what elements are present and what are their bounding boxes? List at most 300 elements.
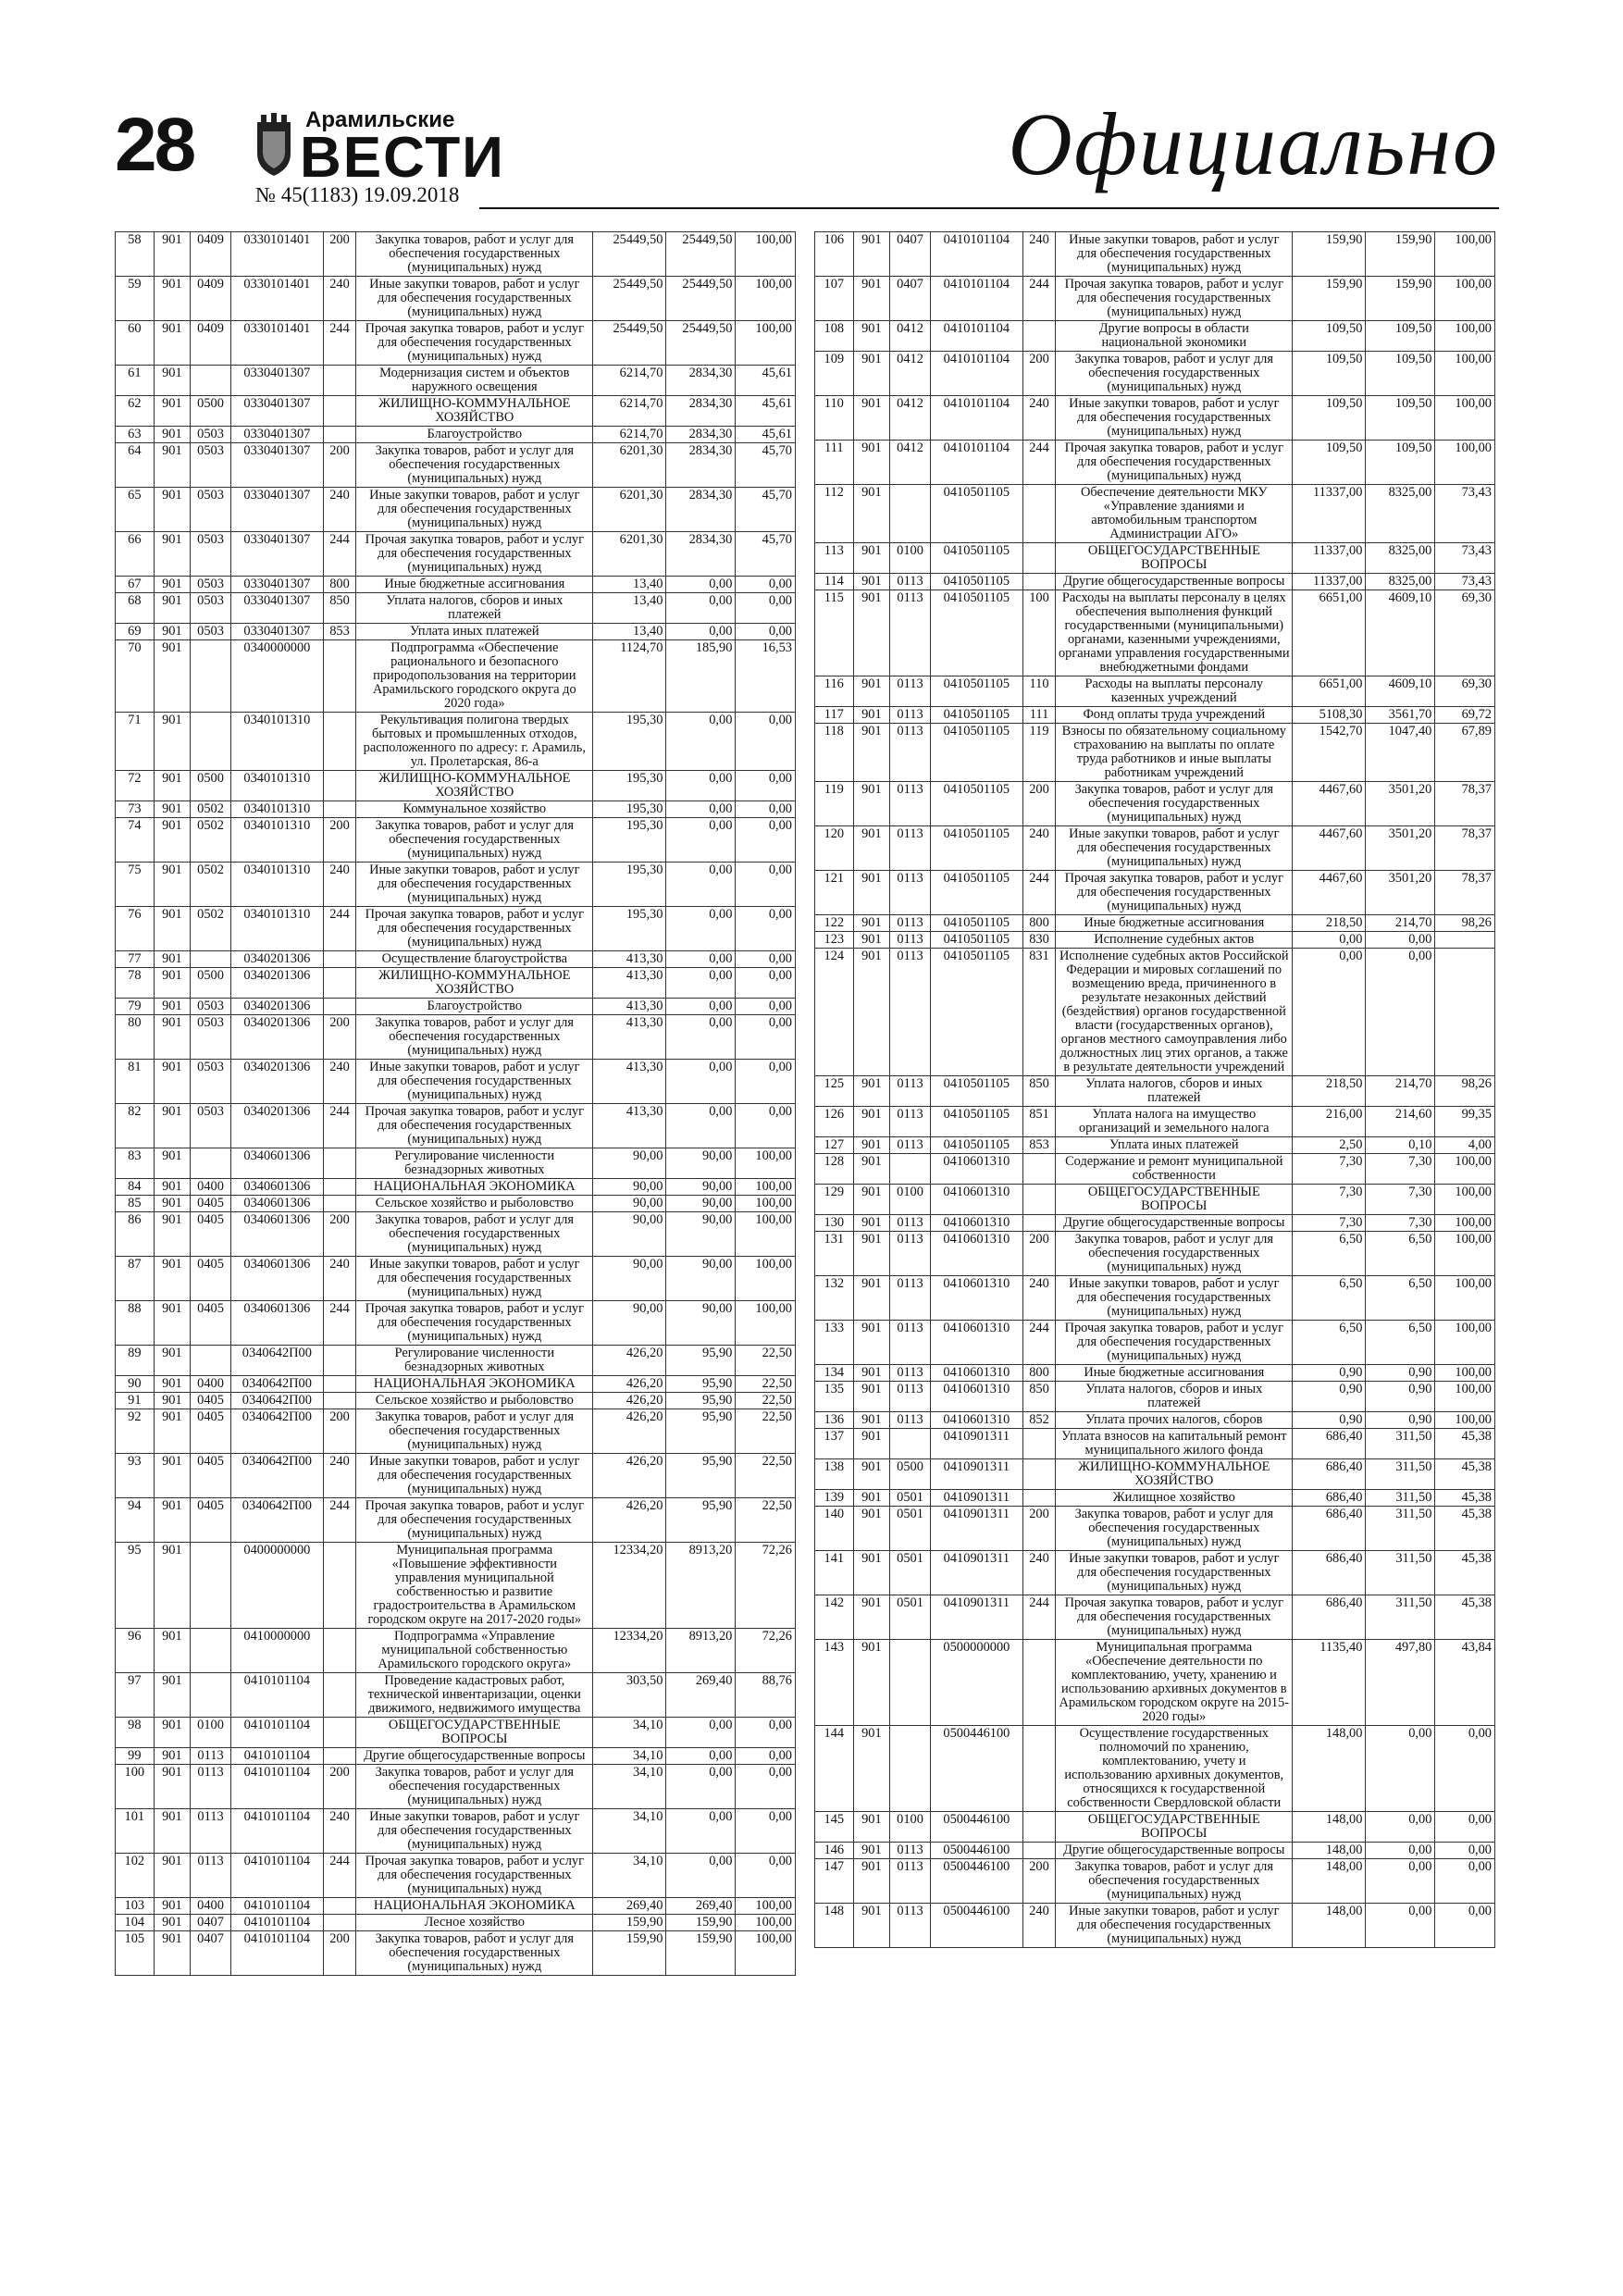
table-row — [116, 907, 796, 951]
row-number: 58 — [116, 232, 155, 277]
executed-amount: 25449,50 — [666, 321, 736, 366]
expense-type: 240 — [323, 1454, 355, 1498]
planned-amount: 7,30 — [1293, 1185, 1366, 1215]
executed-amount: 0,90 — [1366, 1365, 1435, 1382]
target-code: 0410101104 — [930, 396, 1022, 441]
expense-type: 200 — [323, 1015, 355, 1060]
section-code — [890, 1726, 931, 1812]
planned-amount: 4467,60 — [1293, 782, 1366, 826]
execution-percent: 0,00 — [736, 999, 796, 1015]
target-code: 0330401307 — [230, 396, 323, 427]
section-code: 0113 — [890, 1276, 931, 1321]
issue-number-date: № 45(1183) 19.09.2018 — [255, 183, 460, 206]
admin-code: 901 — [853, 396, 890, 441]
expense-type — [323, 771, 355, 801]
row-number: 132 — [815, 1276, 854, 1321]
row-description: ЖИЛИЩНО-КОММУНАЛЬНОЕ ХОЗЯЙСТВО — [356, 771, 593, 801]
target-code: 0410501105 — [930, 871, 1022, 915]
section-code: 0405 — [191, 1257, 231, 1301]
expense-type: 853 — [323, 624, 355, 640]
admin-code: 901 — [154, 532, 191, 577]
target-code: 0410501105 — [930, 590, 1022, 676]
executed-amount: 25449,50 — [666, 277, 736, 321]
expense-type: 240 — [1022, 826, 1055, 871]
execution-percent: 100,00 — [1435, 396, 1495, 441]
target-code: 0340601306 — [230, 1196, 323, 1212]
table-row — [116, 1179, 796, 1196]
target-code: 0500446100 — [930, 1726, 1022, 1812]
target-code: 0410601310 — [930, 1382, 1022, 1412]
planned-amount: 148,00 — [1293, 1904, 1366, 1948]
row-description: НАЦИОНАЛЬНАЯ ЭКОНОМИКА — [356, 1376, 593, 1393]
planned-amount: 34,10 — [593, 1765, 666, 1809]
section-code: 0100 — [890, 1812, 931, 1843]
table-row — [116, 232, 796, 277]
planned-amount: 6201,30 — [593, 532, 666, 577]
row-description: Обеспечение деятельности МКУ «Управление зданиями и автомобильным транспортом Администрации АГО» — [1056, 485, 1293, 543]
target-code: 0340642П00 — [230, 1454, 323, 1498]
table-row — [815, 574, 1495, 590]
section-code: 0113 — [890, 1107, 931, 1137]
execution-percent: 0,00 — [736, 593, 796, 624]
admin-code: 901 — [853, 441, 890, 485]
target-code: 0410501105 — [930, 1076, 1022, 1107]
execution-percent: 100,00 — [736, 1915, 796, 1931]
section-code — [191, 713, 231, 771]
admin-code: 901 — [154, 577, 191, 593]
planned-amount: 195,30 — [593, 801, 666, 818]
target-code: 0340601306 — [230, 1212, 323, 1257]
admin-code: 901 — [154, 1015, 191, 1060]
admin-code: 901 — [154, 1931, 191, 1976]
planned-amount: 216,00 — [1293, 1107, 1366, 1137]
expense-type: 200 — [323, 1212, 355, 1257]
logo-title: ВЕСТИ — [300, 126, 505, 190]
row-number: 124 — [815, 949, 854, 1076]
table-row — [116, 1748, 796, 1765]
executed-amount: 269,40 — [666, 1673, 736, 1718]
planned-amount: 0,90 — [1293, 1412, 1366, 1429]
executed-amount: 0,00 — [666, 999, 736, 1015]
planned-amount: 109,50 — [1293, 441, 1366, 485]
executed-amount: 0,00 — [666, 1718, 736, 1748]
section-code: 0503 — [191, 488, 231, 532]
row-description: Муниципальная программа «Обеспечение деятельности по комплектованию, учету, хранению и использованию архивных документов в Арамильском городском округе на 2015-2020 годы» — [1056, 1640, 1293, 1726]
table-row — [116, 1673, 796, 1718]
section-code: 0113 — [890, 1215, 931, 1232]
row-number: 126 — [815, 1107, 854, 1137]
section-code: 0113 — [890, 1843, 931, 1859]
admin-code: 901 — [853, 1076, 890, 1107]
planned-amount: 686,40 — [1293, 1429, 1366, 1459]
admin-code: 901 — [154, 396, 191, 427]
table-row — [815, 590, 1495, 676]
row-description: Иные бюджетные ассигнования — [1056, 1365, 1293, 1382]
expense-type: 850 — [1022, 1382, 1055, 1412]
expense-type — [1022, 1215, 1055, 1232]
execution-percent: 43,84 — [1435, 1640, 1495, 1726]
table-row — [815, 1076, 1495, 1107]
row-number: 145 — [815, 1812, 854, 1843]
execution-percent: 22,50 — [736, 1498, 796, 1543]
target-code: 0500446100 — [930, 1904, 1022, 1948]
target-code: 0410101104 — [930, 232, 1022, 277]
row-description: Иные закупки товаров, работ и услуг для обеспечения государственных (муниципальных) нужд — [1056, 1904, 1293, 1948]
executed-amount: 95,90 — [666, 1393, 736, 1409]
section-code: 0407 — [890, 277, 931, 321]
row-number: 80 — [116, 1015, 155, 1060]
row-description: Закупка товаров, работ и услуг для обеспечения государственных (муниципальных) нужд — [356, 1765, 593, 1809]
row-description: Прочая закупка товаров, работ и услуг для обеспечения государственных (муниципальных) нужд — [356, 1301, 593, 1346]
expense-type: 244 — [1022, 871, 1055, 915]
admin-code: 901 — [853, 1276, 890, 1321]
table-row — [116, 1915, 796, 1931]
section-code: 0113 — [890, 574, 931, 590]
planned-amount: 11337,00 — [1293, 485, 1366, 543]
row-number: 90 — [116, 1376, 155, 1393]
row-number: 79 — [116, 999, 155, 1015]
row-description: ЖИЛИЩНО-КОММУНАЛЬНОЕ ХОЗЯЙСТВО — [356, 968, 593, 999]
row-number: 96 — [116, 1629, 155, 1673]
execution-percent: 73,43 — [1435, 485, 1495, 543]
execution-percent: 45,38 — [1435, 1429, 1495, 1459]
section-code: 0113 — [890, 826, 931, 871]
section-code — [191, 1148, 231, 1179]
table-row — [116, 968, 796, 999]
target-code: 0410901311 — [930, 1507, 1022, 1551]
planned-amount: 426,20 — [593, 1498, 666, 1543]
execution-percent: 22,50 — [736, 1454, 796, 1498]
row-number: 103 — [116, 1898, 155, 1915]
execution-percent: 78,37 — [1435, 782, 1495, 826]
row-description: Закупка товаров, работ и услуг для обеспечения государственных (муниципальных) нужд — [356, 818, 593, 863]
execution-percent: 100,00 — [736, 1148, 796, 1179]
target-code: 0410501105 — [930, 574, 1022, 590]
section-code: 0500 — [191, 968, 231, 999]
execution-percent: 0,00 — [736, 1718, 796, 1748]
execution-percent: 100,00 — [1435, 1185, 1495, 1215]
table-row — [116, 1898, 796, 1915]
planned-amount: 413,30 — [593, 968, 666, 999]
table-row — [815, 949, 1495, 1076]
target-code: 0410101104 — [230, 1809, 323, 1854]
planned-amount: 6201,30 — [593, 488, 666, 532]
row-description: Осуществление благоустройства — [356, 951, 593, 968]
planned-amount: 109,50 — [1293, 352, 1366, 396]
execution-percent: 100,00 — [736, 321, 796, 366]
executed-amount: 0,00 — [666, 1748, 736, 1765]
row-description: ОБЩЕГОСУДАРСТВЕННЫЕ ВОПРОСЫ — [1056, 1812, 1293, 1843]
row-description: Закупка товаров, работ и услуг для обеспечения государственных (муниципальных) нужд — [356, 1212, 593, 1257]
row-description: Прочая закупка товаров, работ и услуг для обеспечения государственных (муниципальных) нужд — [356, 1498, 593, 1543]
section-code: 0113 — [191, 1765, 231, 1809]
section-code: 0113 — [890, 590, 931, 676]
row-number: 113 — [815, 543, 854, 574]
admin-code: 901 — [154, 1718, 191, 1748]
expense-type: 800 — [323, 577, 355, 593]
target-code: 0410101104 — [230, 1898, 323, 1915]
table-row — [116, 366, 796, 396]
section-code — [191, 1673, 231, 1718]
executed-amount: 185,90 — [666, 640, 736, 713]
table-row — [116, 863, 796, 907]
executed-amount: 0,00 — [666, 624, 736, 640]
expense-type — [323, 1179, 355, 1196]
planned-amount: 0,90 — [1293, 1365, 1366, 1382]
section-code: 0405 — [191, 1301, 231, 1346]
row-description: Иные бюджетные ассигнования — [1056, 915, 1293, 932]
target-code: 0340642П00 — [230, 1346, 323, 1376]
planned-amount: 303,50 — [593, 1673, 666, 1718]
row-number: 62 — [116, 396, 155, 427]
row-description: Уплата налога на имущество организаций и земельного налога — [1056, 1107, 1293, 1137]
planned-amount: 159,90 — [593, 1915, 666, 1931]
target-code: 0410901311 — [930, 1490, 1022, 1507]
execution-percent: 0,00 — [736, 713, 796, 771]
planned-amount: 218,50 — [1293, 915, 1366, 932]
row-description: Иные закупки товаров, работ и услуг для обеспечения государственных (муниципальных) нужд — [356, 1454, 593, 1498]
executed-amount: 8913,20 — [666, 1629, 736, 1673]
executed-amount: 2834,30 — [666, 443, 736, 488]
executed-amount: 2834,30 — [666, 532, 736, 577]
executed-amount: 95,90 — [666, 1346, 736, 1376]
table-row — [116, 1809, 796, 1854]
table-row — [815, 915, 1495, 932]
expense-type — [1022, 1640, 1055, 1726]
planned-amount: 12334,20 — [593, 1629, 666, 1673]
execution-percent: 100,00 — [736, 1301, 796, 1346]
row-number: 146 — [815, 1843, 854, 1859]
target-code: 0410101104 — [230, 1718, 323, 1748]
executed-amount: 0,00 — [666, 771, 736, 801]
row-description: Иные закупки товаров, работ и услуг для обеспечения государственных (муниципальных) нужд — [1056, 826, 1293, 871]
admin-code: 901 — [154, 1376, 191, 1393]
planned-amount: 13,40 — [593, 624, 666, 640]
table-row — [116, 1196, 796, 1212]
execution-percent: 100,00 — [1435, 441, 1495, 485]
section-code — [890, 1154, 931, 1185]
planned-amount: 413,30 — [593, 1060, 666, 1104]
execution-percent: 45,38 — [1435, 1490, 1495, 1507]
row-number: 61 — [116, 366, 155, 396]
section-code: 0412 — [890, 441, 931, 485]
planned-amount: 4467,60 — [1293, 871, 1366, 915]
executed-amount: 90,00 — [666, 1257, 736, 1301]
executed-amount: 7,30 — [1366, 1185, 1435, 1215]
admin-code: 901 — [853, 1137, 890, 1154]
planned-amount: 413,30 — [593, 1104, 666, 1148]
row-number: 98 — [116, 1718, 155, 1748]
expense-type — [323, 396, 355, 427]
admin-code: 901 — [154, 232, 191, 277]
expense-type: 244 — [323, 1301, 355, 1346]
table-row — [116, 713, 796, 771]
section-code: 0503 — [191, 427, 231, 443]
planned-amount: 6651,00 — [1293, 676, 1366, 707]
table-row — [815, 1232, 1495, 1276]
planned-amount: 6651,00 — [1293, 590, 1366, 676]
table-row — [116, 488, 796, 532]
target-code: 0410501105 — [930, 707, 1022, 724]
target-code: 0410601310 — [930, 1276, 1022, 1321]
table-row — [116, 624, 796, 640]
expense-type — [323, 1718, 355, 1748]
planned-amount: 6201,30 — [593, 443, 666, 488]
section-code: 0409 — [191, 321, 231, 366]
planned-amount: 11337,00 — [1293, 574, 1366, 590]
table-row — [815, 1412, 1495, 1429]
executed-amount: 214,70 — [1366, 1076, 1435, 1107]
expense-type — [1022, 1459, 1055, 1490]
target-code: 0340201306 — [230, 1060, 323, 1104]
expense-type — [323, 1915, 355, 1931]
expense-type — [1022, 1185, 1055, 1215]
planned-amount: 6214,70 — [593, 396, 666, 427]
row-description: Жилищное хозяйство — [1056, 1490, 1293, 1507]
admin-code: 901 — [853, 1726, 890, 1812]
target-code: 0410101104 — [230, 1854, 323, 1898]
executed-amount: 0,00 — [666, 863, 736, 907]
executed-amount: 0,00 — [666, 1015, 736, 1060]
row-description: Исполнение судебных актов — [1056, 932, 1293, 949]
execution-percent: 100,00 — [736, 277, 796, 321]
row-number: 115 — [815, 590, 854, 676]
table-row — [815, 1321, 1495, 1365]
execution-percent: 99,35 — [1435, 1107, 1495, 1137]
row-number: 114 — [815, 574, 854, 590]
section-code: 0407 — [191, 1915, 231, 1931]
executed-amount: 0,00 — [666, 593, 736, 624]
execution-percent: 45,70 — [736, 532, 796, 577]
execution-percent: 45,61 — [736, 427, 796, 443]
planned-amount: 90,00 — [593, 1257, 666, 1301]
target-code: 0330401307 — [230, 532, 323, 577]
row-number: 129 — [815, 1185, 854, 1215]
admin-code: 901 — [154, 1196, 191, 1212]
table-row — [815, 396, 1495, 441]
execution-percent: 100,00 — [1435, 1232, 1495, 1276]
planned-amount: 148,00 — [1293, 1843, 1366, 1859]
row-number: 137 — [815, 1429, 854, 1459]
table-row — [815, 871, 1495, 915]
expense-type: 110 — [1022, 676, 1055, 707]
row-description: Исполнение судебных актов Российской Федерации и мировых соглашений по возмещению вреда, причиненного в результате незаконных действий (бездействия) органов государственной власти (государственных органов), органов местного самоуправления либо должностных лиц этих органов, а также в результате деятельности учреждений — [1056, 949, 1293, 1076]
target-code: 0410501105 — [930, 915, 1022, 932]
table-row — [116, 1629, 796, 1673]
admin-code: 901 — [853, 1843, 890, 1859]
row-number: 67 — [116, 577, 155, 593]
row-number: 138 — [815, 1459, 854, 1490]
row-number: 122 — [815, 915, 854, 932]
admin-code: 901 — [154, 1748, 191, 1765]
execution-percent: 45,70 — [736, 443, 796, 488]
row-number: 139 — [815, 1490, 854, 1507]
section-code: 0113 — [890, 676, 931, 707]
target-code: 0410101104 — [930, 321, 1022, 352]
table-row — [116, 999, 796, 1015]
table-row — [815, 1459, 1495, 1490]
section-code: 0113 — [890, 1321, 931, 1365]
section-code: 0113 — [890, 1382, 931, 1412]
planned-amount: 413,30 — [593, 999, 666, 1015]
expense-type — [323, 640, 355, 713]
row-description: Другие вопросы в области национальной экономики — [1056, 321, 1293, 352]
admin-code: 901 — [154, 1301, 191, 1346]
row-description: Иные закупки товаров, работ и услуг для обеспечения государственных (муниципальных) нужд — [356, 488, 593, 532]
row-number: 78 — [116, 968, 155, 999]
section-code: 0100 — [890, 1185, 931, 1215]
target-code: 0410101104 — [230, 1748, 323, 1765]
target-code: 0340601306 — [230, 1257, 323, 1301]
row-number: 127 — [815, 1137, 854, 1154]
target-code: 0410601310 — [930, 1365, 1022, 1382]
page-header — [115, 93, 1499, 209]
row-number: 104 — [116, 1915, 155, 1931]
target-code: 0500446100 — [930, 1812, 1022, 1843]
execution-percent: 0,00 — [736, 1809, 796, 1854]
execution-percent: 0,00 — [736, 818, 796, 863]
section-code: 0113 — [890, 724, 931, 782]
budget-table-left — [115, 231, 796, 1976]
admin-code: 901 — [154, 624, 191, 640]
table-row — [815, 441, 1495, 485]
planned-amount: 34,10 — [593, 1809, 666, 1854]
execution-percent — [1435, 949, 1495, 1076]
target-code: 0340642П00 — [230, 1498, 323, 1543]
expense-type — [323, 1898, 355, 1915]
table-row — [815, 1595, 1495, 1640]
execution-percent: 100,00 — [736, 1196, 796, 1212]
right-column — [814, 231, 1495, 1948]
table-row — [815, 321, 1495, 352]
expense-type — [323, 1148, 355, 1179]
executed-amount: 159,90 — [666, 1915, 736, 1931]
admin-code: 901 — [853, 352, 890, 396]
admin-code: 901 — [154, 999, 191, 1015]
table-row — [116, 1015, 796, 1060]
planned-amount: 34,10 — [593, 1718, 666, 1748]
section-code: 0113 — [890, 915, 931, 932]
row-number: 75 — [116, 863, 155, 907]
row-number: 76 — [116, 907, 155, 951]
section-code: 0113 — [191, 1854, 231, 1898]
expense-type — [323, 951, 355, 968]
section-code: 0412 — [890, 321, 931, 352]
executed-amount: 159,90 — [1366, 277, 1435, 321]
executed-amount: 0,90 — [1366, 1382, 1435, 1412]
admin-code: 901 — [853, 915, 890, 932]
executed-amount: 7,30 — [1366, 1215, 1435, 1232]
expense-type: 111 — [1022, 707, 1055, 724]
section-code: 0113 — [191, 1748, 231, 1765]
admin-code: 901 — [853, 1412, 890, 1429]
executed-amount: 0,00 — [1366, 949, 1435, 1076]
execution-percent: 0,00 — [1435, 1859, 1495, 1904]
planned-amount: 195,30 — [593, 907, 666, 951]
execution-percent: 22,50 — [736, 1376, 796, 1393]
target-code: 0340101310 — [230, 818, 323, 863]
planned-amount: 6,50 — [1293, 1276, 1366, 1321]
expense-type: 119 — [1022, 724, 1055, 782]
row-number: 87 — [116, 1257, 155, 1301]
admin-code: 901 — [853, 1429, 890, 1459]
planned-amount: 426,20 — [593, 1346, 666, 1376]
admin-code: 901 — [853, 485, 890, 543]
expense-type: 244 — [1022, 1321, 1055, 1365]
admin-code: 901 — [853, 543, 890, 574]
admin-code: 901 — [154, 968, 191, 999]
table-row — [116, 1301, 796, 1346]
